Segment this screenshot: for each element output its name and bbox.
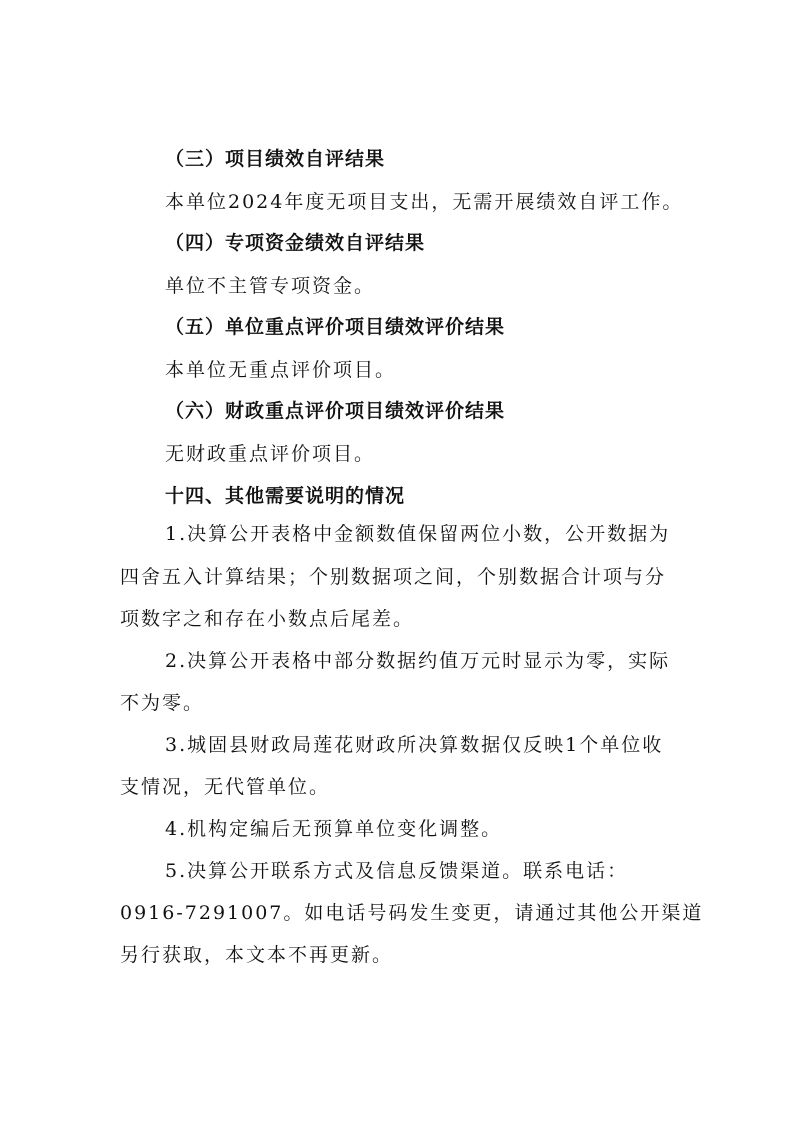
section-body-5: 本单位无重点评价项目。	[165, 359, 397, 381]
section-14-heading: 十四、其他需要说明的情况	[165, 485, 406, 507]
note-3-line-2: 支情况，无代管单位。	[120, 776, 331, 798]
note-1-line-1: 1.决算公开表格中金额数值保留两位小数，公开数据为	[165, 523, 671, 545]
note-4-line-1: 4.机构定编后无预算单位变化调整。	[165, 818, 503, 840]
section-heading-4: （四）专项资金绩效自评结果	[165, 232, 426, 254]
section-heading-6: （六）财政重点评价项目绩效评价结果	[165, 400, 506, 422]
section-heading-3: （三）项目绩效自评结果	[165, 148, 386, 170]
section-body-6: 无财政重点评价项目。	[165, 443, 376, 465]
section-heading-5: （五）单位重点评价项目绩效评价结果	[165, 316, 506, 338]
note-5-line-2: 0916-7291007。如电话号码发生变更，请通过其他公开渠道	[120, 902, 704, 924]
note-2-line-1: 2.决算公开表格中部分数据约值万元时显示为零，实际	[165, 650, 671, 672]
note-3-line-1: 3.城固县财政局莲花财政所决算数据仅反映1个单位收	[165, 734, 664, 756]
section-body-4: 单位不主管专项资金。	[165, 275, 376, 297]
note-2-line-2: 不为零。	[120, 692, 205, 714]
note-1-line-2: 四舍五入计算结果；个别数据项之间，个别数据合计项与分	[120, 566, 667, 588]
note-5-line-3: 另行获取，本文本不再更新。	[120, 944, 394, 966]
note-5-line-1: 5.决算公开联系方式及信息反馈渠道。联系电话：	[165, 860, 629, 882]
section-body-3: 本单位2024年度无项目支出，无需开展绩效自评工作。	[165, 191, 684, 213]
note-1-line-3: 项数字之和存在小数点后尾差。	[120, 608, 415, 630]
